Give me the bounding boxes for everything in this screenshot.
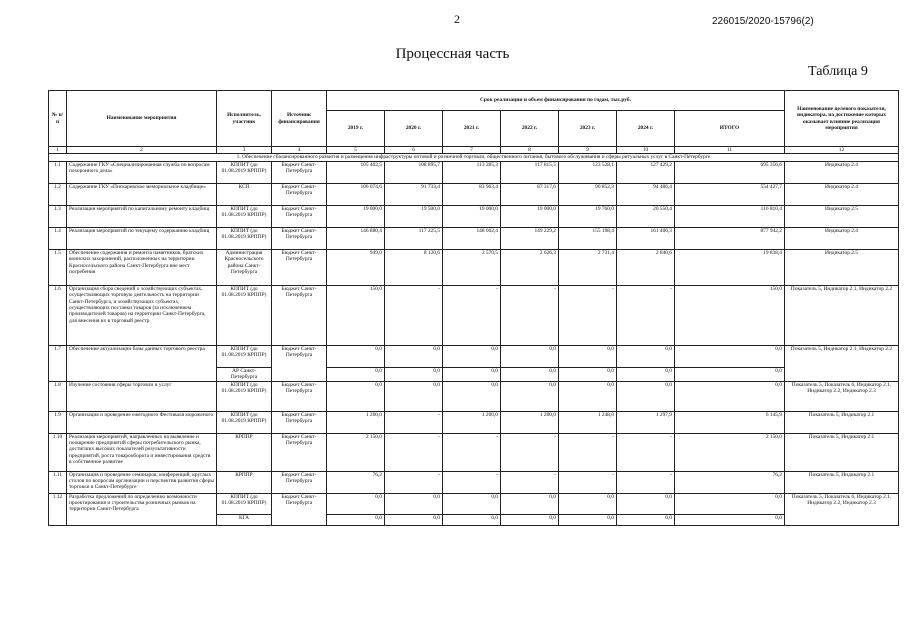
row-year-value: -	[443, 433, 501, 471]
row-total: 116 810,4	[675, 205, 785, 227]
row-year-value: 0,0	[617, 514, 675, 525]
row-year-value: 108 895,7	[385, 161, 443, 183]
row-executor: КППИТ (до 01.08.2019 КРППР)	[217, 161, 272, 183]
table-row	[49, 471, 899, 493]
row-total: 0,0	[675, 367, 785, 381]
row-executor: КППИТ (до 01.08.2019 КРППР)	[217, 411, 272, 433]
row-name: Обеспечение актуализации базы данных торгового реестра	[67, 345, 217, 381]
row-year-value: 90 852,3	[559, 183, 617, 205]
row-source: Бюджет Санкт-Петербурга	[272, 345, 327, 381]
table-row	[49, 161, 899, 183]
row-year-value: 949,0	[327, 249, 385, 285]
row-name: Реализация мероприятий, направленных на выявление и поощрение предприятий сферы потребительского рынка, достигших высоких показателей результативности предприятий, роста товарооборота и инвестирования средств в собственное развитие	[67, 433, 217, 471]
row-year-value: 0,0	[327, 367, 385, 381]
row-year-value: 0,0	[385, 345, 443, 367]
col-number: 7	[443, 147, 501, 154]
row-year-value: 0,0	[617, 493, 675, 514]
program-table	[48, 90, 899, 526]
row-year-value: 0,0	[385, 493, 443, 514]
row-year-value: 76,2	[327, 471, 385, 493]
row-source: Бюджет Санкт-Петербурга	[272, 205, 327, 227]
row-year-value: -	[385, 411, 443, 433]
table-row	[49, 411, 899, 433]
row-source: Бюджет Санкт-Петербурга	[272, 183, 327, 205]
row-year-value: 0,0	[501, 381, 559, 411]
col-year-header: 2021 г.	[443, 111, 501, 147]
row-name: Организация и проведение ежегодного Фестиваля мороженого	[67, 411, 217, 433]
row-executor: КСП	[217, 183, 272, 205]
row-indicator: Показатель 5, Индикатор 2.1	[785, 411, 899, 433]
row-total: 695 356,6	[675, 161, 785, 183]
row-executor: КРППР	[217, 471, 272, 493]
row-year-value: 0,0	[385, 514, 443, 525]
row-year-value: 127 429,2	[617, 161, 675, 183]
row-indicator: Показатель 5, Индикатор 2.1, Индикатор 2.2	[785, 285, 899, 345]
row-executor: АР Санкт-Петербурга	[217, 367, 272, 381]
row-year-value: 19 000,0	[501, 205, 559, 227]
row-year-value: 19 000,0	[443, 205, 501, 227]
page-title: Процессная часть	[395, 46, 510, 62]
row-indicator: Показатель 5, Индикатор 2.1, Индикатор 2.2	[785, 345, 899, 381]
table-row	[49, 227, 899, 249]
row-year-value: -	[617, 285, 675, 345]
row-year-value: 0,0	[559, 493, 617, 514]
row-year-value: 149 229,2	[501, 227, 559, 249]
row-executor: Администрация Красносельского района Санкт-Петербурга	[217, 249, 272, 285]
col-financing-group-header: Срок реализации и объем финансирования по годам, тыс.руб.	[327, 91, 785, 111]
table-row	[49, 285, 899, 345]
col-name-header: Наименование мероприятия	[67, 91, 217, 147]
col-number: 10	[617, 147, 675, 154]
row-executor: КППИТ (до 01.08.2019 КРППР)	[217, 493, 272, 514]
row-total: 0,0	[675, 514, 785, 525]
row-year-value: 2 840,6	[617, 249, 675, 285]
table-row	[49, 381, 899, 411]
row-name: Реализация мероприятий по текущему содержанию кладбищ	[67, 227, 217, 249]
row-year-value: 8 120,6	[385, 249, 443, 285]
row-name: Реализация мероприятий по капитальному ремонту кладбищ	[67, 205, 217, 227]
table-row	[49, 493, 899, 514]
row-year-value: 0,0	[385, 367, 443, 381]
row-year-value: 113 285,3	[443, 161, 501, 183]
row-year-value: 0,0	[443, 493, 501, 514]
row-executor: КППИТ (до 01.08.2019 КРППР)	[217, 205, 272, 227]
row-total: 0,0	[675, 345, 785, 367]
row-name: Обеспечение содержания и ремонта памятников, братских воинских захоронений, расположенных на территории Красносельского района Санкт-Петербурга вне мест погребения	[67, 249, 217, 285]
row-year-value: 91 733,4	[385, 183, 443, 205]
row-year-value: 117 225,5	[385, 227, 443, 249]
row-name: Организация и проведение семинаров, конференций, круглых столов по вопросам организации и перспектив развития сферы торговли в Санкт-Петербурге	[67, 471, 217, 493]
row-year-value: -	[559, 285, 617, 345]
row-name: Организация сбора сведений о хозяйствующих субъектах, осуществляющих торговую деятельность на территории Санкт-Петербурга, и хозяйствующих субъектах, осуществляющих поставки товаров (за исключением производителей товаров) на территории Санкт-Петербурга, для внесения их в торговый реестр	[67, 285, 217, 345]
row-executor: КППИТ (до 01.08.2019 КРППР)	[217, 345, 272, 367]
row-year-value: 150,0	[327, 285, 385, 345]
table-row	[49, 249, 899, 285]
row-year-value: -	[559, 471, 617, 493]
row-year-value: -	[443, 285, 501, 345]
row-year-value: -	[443, 471, 501, 493]
col-year-header: 2019 г.	[327, 111, 385, 147]
row-year-value: 0,0	[617, 381, 675, 411]
row-year-value: 0,0	[443, 345, 501, 367]
row-year-value: 19 000,0	[327, 205, 385, 227]
row-year-value: 0,0	[443, 514, 501, 525]
row-year-value: 0,0	[559, 514, 617, 525]
row-number: 1.1	[49, 161, 67, 183]
row-source: Бюджет Санкт-Петербурга	[272, 249, 327, 285]
row-number: 1.9	[49, 411, 67, 433]
page-number: 2	[454, 12, 460, 26]
row-total: 0,0	[675, 381, 785, 411]
row-year-value: 19 760,0	[559, 205, 617, 227]
row-number: 1.2	[49, 183, 67, 205]
row-number: 1.5	[49, 249, 67, 285]
row-number: 1.8	[49, 381, 67, 411]
row-year-value: 0,0	[501, 493, 559, 514]
row-year-value: 105 402,5	[327, 161, 385, 183]
row-year-value: -	[501, 471, 559, 493]
row-year-value: 2 626,3	[501, 249, 559, 285]
row-year-value: 123 528,1	[559, 161, 617, 183]
col-number: 11	[675, 147, 785, 154]
row-year-value: 87 317,6	[501, 183, 559, 205]
col-total-header: ИТОГО	[675, 111, 785, 147]
row-year-value: 19 500,0	[385, 205, 443, 227]
row-indicator: Показатель 5, Индикатор 2.1	[785, 433, 899, 471]
row-indicator: Показатель 5, Показатель 6, Индикатор 2.1, Индикатор 2.2, Индикатор 2.3	[785, 381, 899, 411]
row-year-value: 0,0	[443, 381, 501, 411]
col-year-header: 2020 г.	[385, 111, 443, 147]
row-number: 1.11	[49, 471, 67, 493]
row-year-value: -	[385, 285, 443, 345]
col-source-header: Источник финансирования	[272, 91, 327, 147]
row-indicator: Индикатор 2.4	[785, 161, 899, 183]
row-name: Изучение состояния сферы торговли и услуг	[67, 381, 217, 411]
row-year-value: 0,0	[327, 345, 385, 367]
row-year-value: 0,0	[327, 381, 385, 411]
table-row	[49, 205, 899, 227]
row-indicator: Индикатор 2.4	[785, 227, 899, 249]
row-year-value: 0,0	[327, 493, 385, 514]
row-indicator: Показатель 5, Индикатор 2.1	[785, 471, 899, 493]
row-year-value: 1 200,0	[327, 411, 385, 433]
row-year-value: 148 002,4	[443, 227, 501, 249]
row-number: 1.10	[49, 433, 67, 471]
row-indicator: Показатель 5, Показатель 6, Индикатор 2.1, Индикатор 2.2, Индикатор 2.3	[785, 493, 899, 525]
table-label: Таблица 9	[808, 64, 868, 79]
row-indicator: Индикатор 2.5	[785, 205, 899, 227]
row-year-value: 2 150,0	[327, 433, 385, 471]
row-year-value: 146 880,4	[327, 227, 385, 249]
row-source: Бюджет Санкт-Петербурга	[272, 411, 327, 433]
section-title: 1. Обеспечение сбалансированного развития и размещения инфраструктуры оптовой и розничной торговли, общественного питания, бытового обслуживания и сферы ритуальных услуг в Санкт-Петербурге	[49, 154, 899, 161]
row-number: 1.4	[49, 227, 67, 249]
row-year-value: 0,0	[559, 367, 617, 381]
row-number: 1.7	[49, 345, 67, 381]
row-year-value: 0,0	[501, 514, 559, 525]
row-year-value: 1 200,0	[501, 411, 559, 433]
row-total: 19 838,4	[675, 249, 785, 285]
row-year-value: 106 074,6	[327, 183, 385, 205]
row-source: Бюджет Санкт-Петербурга	[272, 433, 327, 471]
document-number: 226015/2020-15796(2)	[712, 16, 814, 27]
row-year-value: 0,0	[559, 381, 617, 411]
row-total: 0,0	[675, 493, 785, 514]
row-source: Бюджет Санкт-Петербурга	[272, 161, 327, 183]
row-source: Бюджет Санкт-Петербурга	[272, 493, 327, 525]
col-executor-header: Исполнитель, участник	[217, 91, 272, 147]
row-executor: КППИТ (до 01.08.2019 КРППР)	[217, 227, 272, 249]
row-total: 76,2	[675, 471, 785, 493]
row-year-value: -	[617, 471, 675, 493]
col-no-header: № п/п	[49, 91, 67, 147]
row-year-value: 83 963,4	[443, 183, 501, 205]
table-row	[49, 433, 899, 471]
row-year-value: -	[617, 433, 675, 471]
row-number: 1.6	[49, 285, 67, 345]
row-year-value: 1 248,0	[559, 411, 617, 433]
row-year-value: 0,0	[385, 381, 443, 411]
row-year-value: 0,0	[327, 514, 385, 525]
row-name: Содержание ГКУ «Пискаревское мемориальное кладбище»	[67, 183, 217, 205]
row-year-value: 2 570,5	[443, 249, 501, 285]
row-year-value: -	[501, 285, 559, 345]
row-number: 1.3	[49, 205, 67, 227]
row-year-value: 2 731,4	[559, 249, 617, 285]
col-number: 1	[49, 147, 67, 154]
row-source: Бюджет Санкт-Петербурга	[272, 227, 327, 249]
col-year-header: 2022 г.	[501, 111, 559, 147]
row-year-value: -	[385, 471, 443, 493]
row-year-value: 0,0	[617, 367, 675, 381]
row-executor: КППИТ (до 01.08.2019 КРППР)	[217, 381, 272, 411]
col-number: 4	[272, 147, 327, 154]
row-year-value: 94 486,4	[617, 183, 675, 205]
row-total: 2 150,0	[675, 433, 785, 471]
row-executor: КППИТ (до 01.08.2019 КРППР)	[217, 285, 272, 345]
row-year-value: 0,0	[617, 345, 675, 367]
table-row	[49, 183, 899, 205]
row-source: Бюджет Санкт-Петербурга	[272, 381, 327, 411]
col-number: 6	[385, 147, 443, 154]
row-year-value: -	[385, 433, 443, 471]
row-total: 877 942,2	[675, 227, 785, 249]
row-year-value: 117 815,5	[501, 161, 559, 183]
col-number: 2	[67, 147, 217, 154]
row-executor: КГА	[217, 514, 272, 525]
row-executor: КРППР	[217, 433, 272, 471]
row-year-value: 161 406,3	[617, 227, 675, 249]
row-year-value: 0,0	[559, 345, 617, 367]
row-indicator: Индикатор 2.5	[785, 249, 899, 285]
row-year-value: 20 550,4	[617, 205, 675, 227]
row-total: 150,0	[675, 285, 785, 345]
col-number: 5	[327, 147, 385, 154]
col-year-header: 2024 г.	[617, 111, 675, 147]
table-row	[49, 345, 899, 367]
row-total: 554 427,7	[675, 183, 785, 205]
row-source: Бюджет Санкт-Петербурга	[272, 285, 327, 345]
row-year-value: 1 200,0	[443, 411, 501, 433]
row-indicator: Индикатор 2.4	[785, 183, 899, 205]
row-name: Содержание ГКУ «Специализированная служба по вопросам похоронного дела»	[67, 161, 217, 183]
row-year-value: -	[559, 433, 617, 471]
row-year-value: 1 297,9	[617, 411, 675, 433]
col-number: 9	[559, 147, 617, 154]
row-year-value: 0,0	[443, 367, 501, 381]
row-name: Разработка предложений по определению возможности проектирования и строительства розничных рынков на территории Санкт-Петербурга	[67, 493, 217, 525]
row-source: Бюджет Санкт-Петербурга	[272, 471, 327, 493]
row-year-value: 0,0	[501, 345, 559, 367]
col-year-header: 2023 г.	[559, 111, 617, 147]
col-number: 8	[501, 147, 559, 154]
col-number: 12	[785, 147, 899, 154]
row-total: 6 145,9	[675, 411, 785, 433]
col-indicator-header: Наименование целевого показателя, индикатора, на достижение которых оказывает влияние реализация мероприятия	[785, 91, 899, 147]
row-year-value: 0,0	[501, 367, 559, 381]
col-number: 3	[217, 147, 272, 154]
row-year-value: 155 198,4	[559, 227, 617, 249]
row-number: 1.12	[49, 493, 67, 525]
row-year-value: -	[501, 433, 559, 471]
